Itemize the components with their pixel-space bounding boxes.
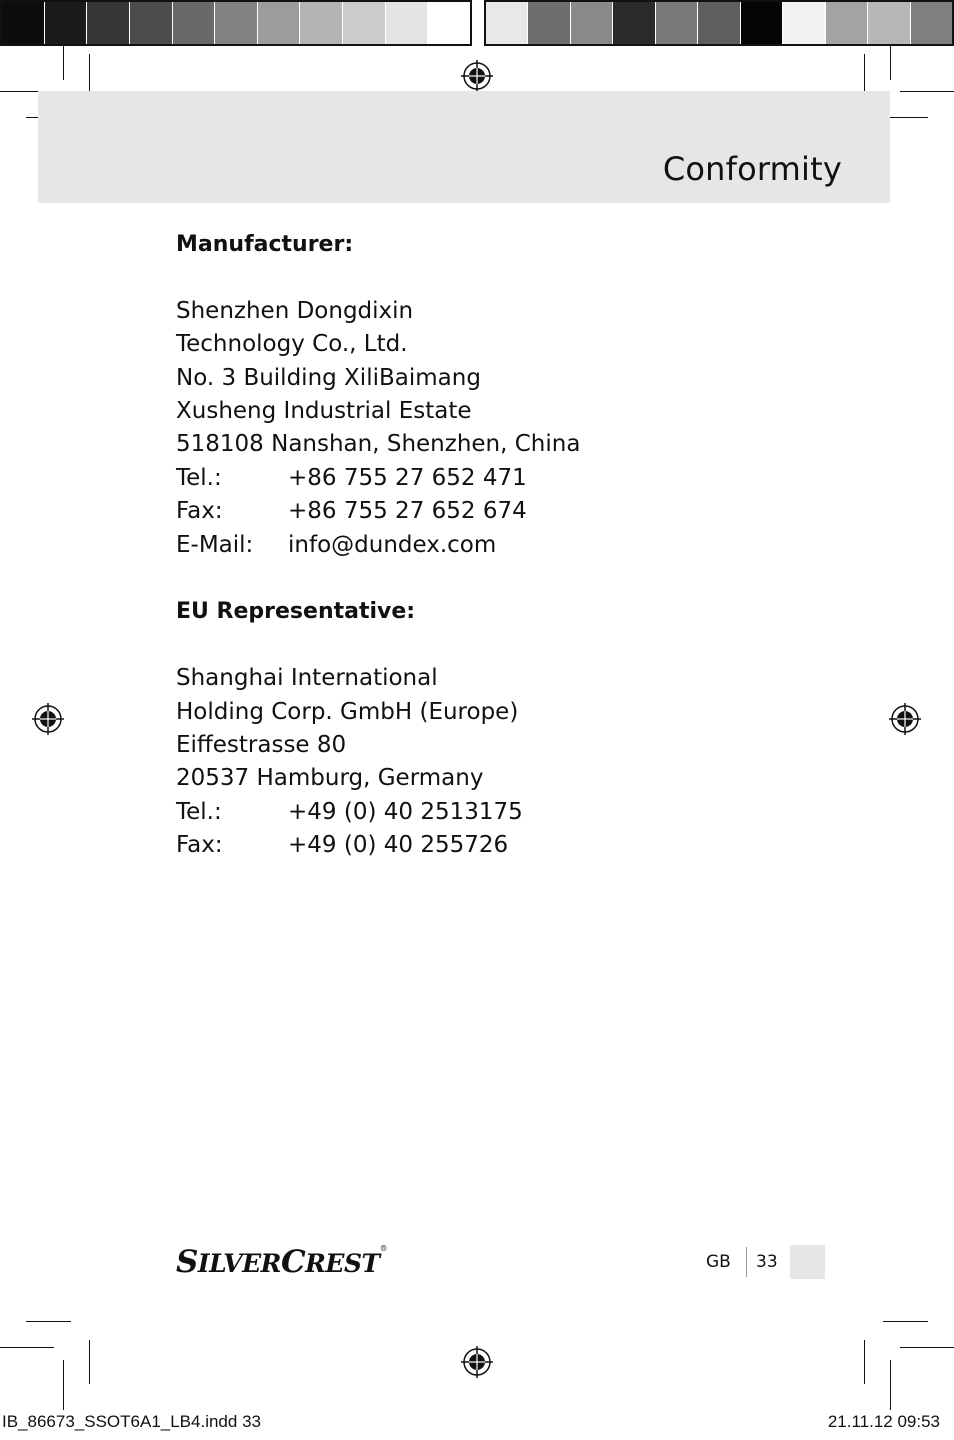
color-swatch bbox=[783, 2, 825, 44]
contact-label: Fax: bbox=[176, 498, 223, 525]
email-value: info@dundex.com bbox=[288, 531, 497, 558]
silvercrest-logo: SILVERCREST® bbox=[176, 1244, 388, 1280]
crop-mark bbox=[63, 1360, 64, 1410]
crop-mark bbox=[890, 46, 891, 80]
page-tab bbox=[790, 1245, 825, 1279]
color-swatch bbox=[343, 2, 386, 44]
address-line: Shenzhen Dongdixin bbox=[176, 297, 414, 324]
registration-mark-icon bbox=[461, 60, 493, 92]
address-line: Eiffestrasse 80 bbox=[176, 732, 347, 759]
color-swatch bbox=[258, 2, 301, 44]
manufacturer-contacts bbox=[176, 462, 816, 562]
conformity-content bbox=[176, 228, 816, 863]
page-number: 33 bbox=[756, 1252, 778, 1272]
address-line: Xusheng Industrial Estate bbox=[176, 398, 472, 425]
color-swatch bbox=[130, 2, 173, 44]
print-slug-datetime: 21.11.12 09:53 bbox=[827, 1412, 940, 1431]
address-line: No. 3 Building XiliBaimang bbox=[176, 364, 481, 391]
address-line: Technology Co., Ltd. bbox=[176, 331, 408, 358]
color-swatch bbox=[656, 2, 698, 44]
eu-representative-section bbox=[176, 595, 816, 862]
color-swatch bbox=[173, 2, 216, 44]
registration-mark-icon bbox=[32, 703, 64, 735]
manufacturer-section bbox=[176, 228, 816, 562]
color-swatch-bar-right bbox=[484, 0, 954, 46]
color-swatch bbox=[486, 2, 528, 44]
contact-value: +49 (0) 40 255726 bbox=[288, 832, 509, 859]
registration-mark-icon bbox=[461, 1346, 493, 1378]
crop-mark bbox=[0, 1347, 54, 1348]
contact-label: Fax: bbox=[176, 832, 223, 859]
color-swatch bbox=[613, 2, 655, 44]
address-line: Holding Corp. GmbH (Europe) bbox=[176, 698, 519, 725]
color-swatch bbox=[2, 2, 45, 44]
manufacturer-address bbox=[176, 295, 816, 462]
color-swatch bbox=[911, 2, 952, 44]
contact-label: Tel.: bbox=[176, 798, 222, 825]
page-title: Conformity bbox=[662, 150, 842, 188]
color-swatch bbox=[528, 2, 570, 44]
contact-label: E-Mail: bbox=[176, 531, 254, 558]
registration-mark-icon bbox=[889, 703, 921, 735]
crop-mark bbox=[864, 1340, 865, 1384]
eu-representative-contacts bbox=[176, 796, 816, 863]
color-swatch bbox=[698, 2, 740, 44]
color-swatch bbox=[741, 2, 783, 44]
color-swatch bbox=[868, 2, 910, 44]
address-line: Shanghai International bbox=[176, 665, 438, 692]
contact-label: Tel.: bbox=[176, 464, 222, 491]
contact-row-tel bbox=[176, 796, 816, 829]
contact-row-fax bbox=[176, 495, 816, 528]
eu-representative-address bbox=[176, 662, 816, 796]
contact-row-tel bbox=[176, 462, 816, 495]
crop-mark bbox=[890, 1360, 891, 1410]
color-swatch bbox=[87, 2, 130, 44]
manufacturer-heading: Manufacturer: bbox=[176, 232, 354, 257]
address-line: 518108 Nanshan, Shenzhen, China bbox=[176, 431, 581, 458]
color-swatch bbox=[45, 2, 88, 44]
contact-row-email bbox=[176, 529, 816, 562]
crop-mark bbox=[63, 46, 64, 80]
crop-mark bbox=[26, 1321, 71, 1322]
contact-row-fax bbox=[176, 829, 816, 862]
color-swatch bbox=[386, 2, 429, 44]
color-swatch bbox=[428, 2, 470, 44]
color-swatch bbox=[300, 2, 343, 44]
crop-mark bbox=[900, 91, 954, 92]
language-code: GB bbox=[706, 1252, 731, 1272]
crop-mark bbox=[883, 1321, 928, 1322]
color-swatch-bar-left bbox=[0, 0, 472, 46]
eu-representative-heading: EU Representative: bbox=[176, 599, 416, 625]
contact-value: +86 755 27 652 471 bbox=[288, 464, 527, 491]
color-swatch bbox=[571, 2, 613, 44]
crop-mark bbox=[900, 1347, 954, 1348]
address-line: 20537 Hamburg, Germany bbox=[176, 765, 484, 792]
crop-mark bbox=[89, 1340, 90, 1384]
contact-value: +49 (0) 40 2513175 bbox=[288, 798, 523, 825]
color-swatch bbox=[215, 2, 258, 44]
color-swatch bbox=[826, 2, 868, 44]
print-slug-file: IB_86673_SSOT6A1_LB4.indd 33 bbox=[2, 1412, 261, 1431]
footer-divider bbox=[746, 1247, 747, 1277]
contact-value: +86 755 27 652 674 bbox=[288, 498, 527, 525]
